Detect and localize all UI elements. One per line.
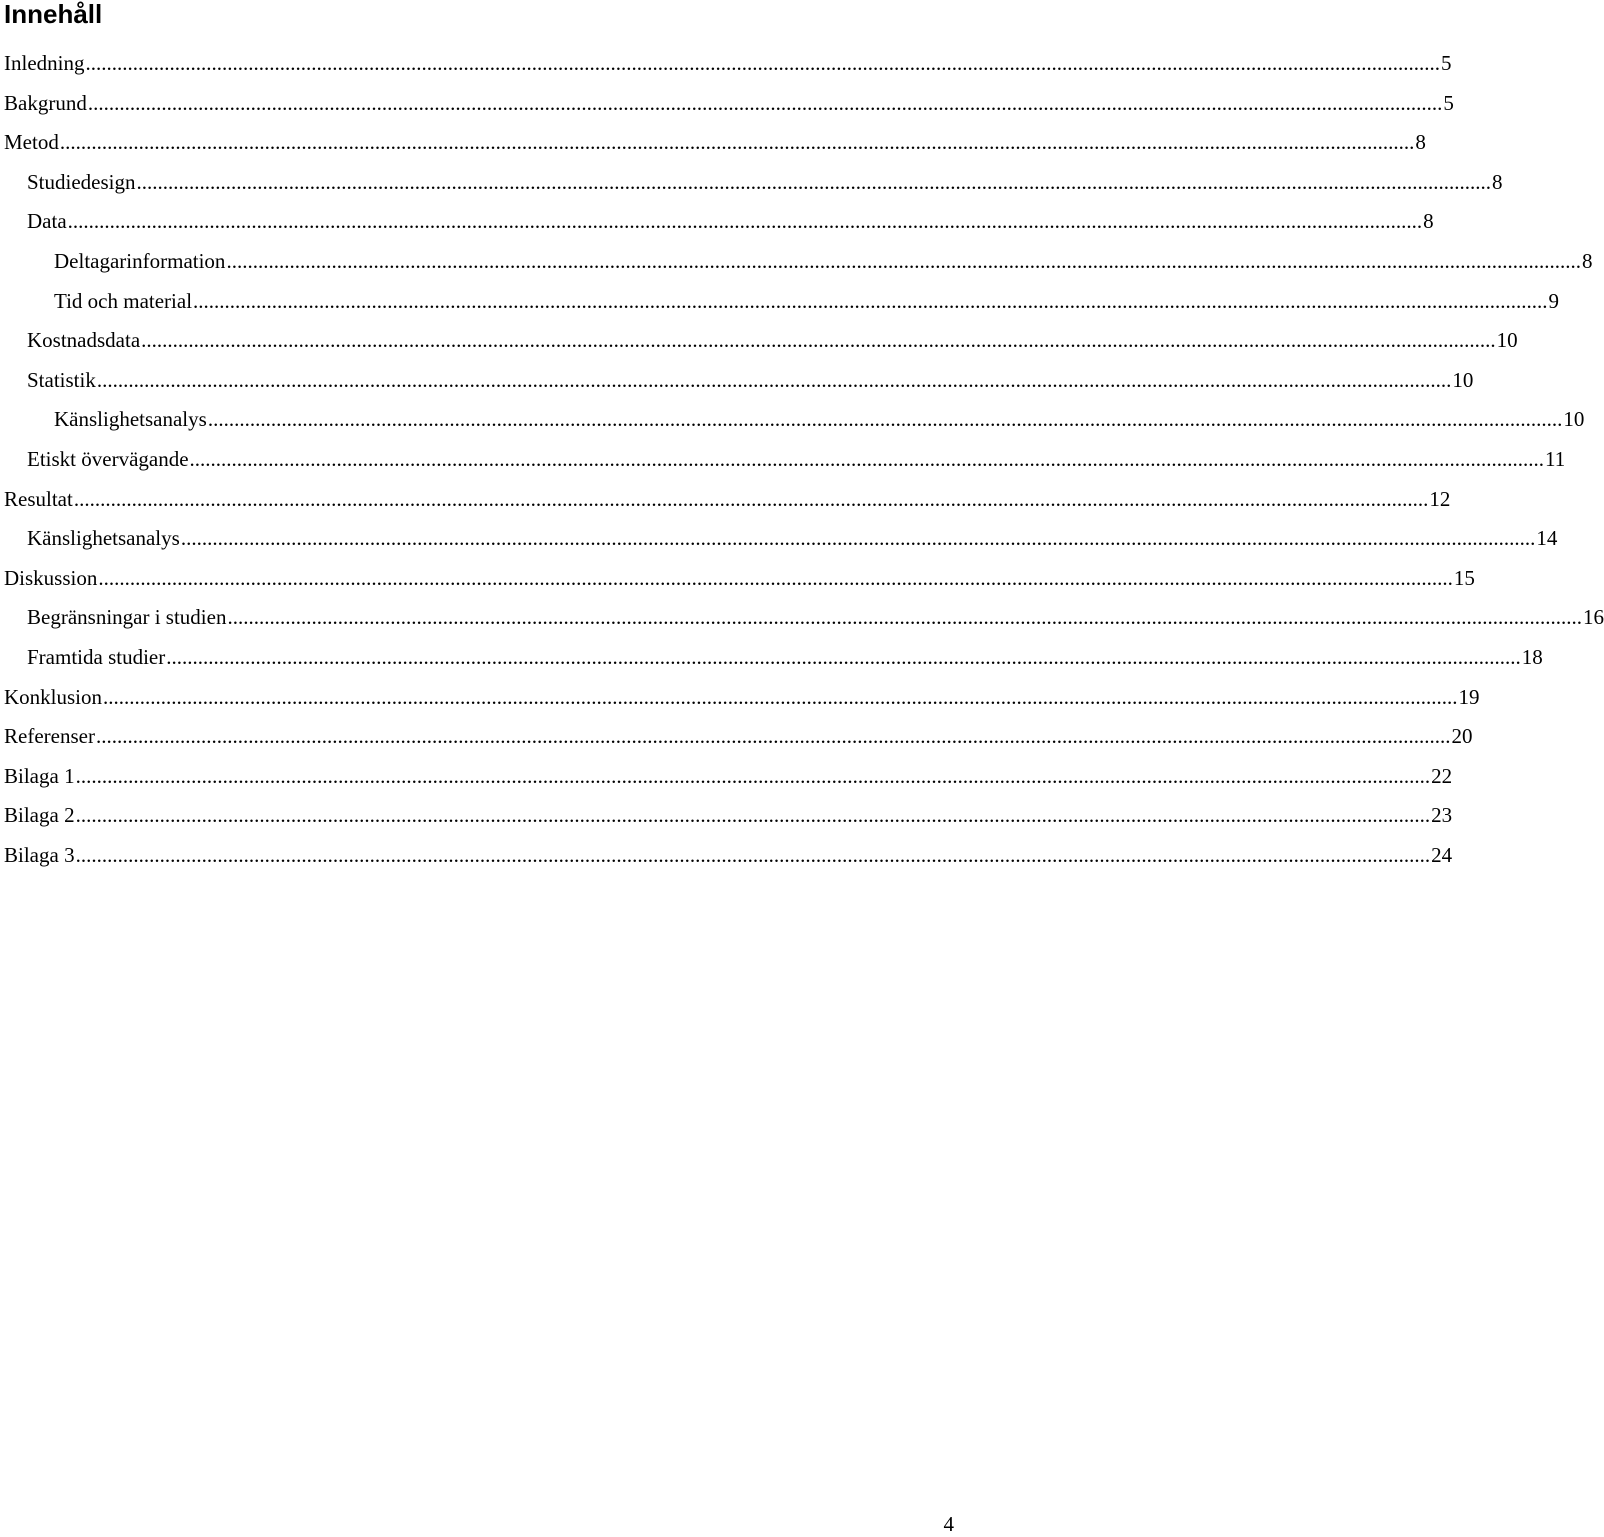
toc-entry-page: 12	[1429, 486, 1451, 511]
page-number: 4	[943, 1512, 954, 1536]
toc-entry-leader: ..................................................................................................................................................................................................................................................................	[98, 565, 1453, 590]
toc-entry[interactable]	[0, 481, 1451, 521]
toc-entry-page: 11	[1545, 446, 1566, 471]
toc-entry-page: 8	[1423, 209, 1434, 234]
toc-entry-page: 16	[1582, 605, 1604, 630]
toc-entry-leader: ..................................................................................................................................................................................................................................................................	[73, 486, 1429, 511]
toc-entry-leader: ..................................................................................................................................................................................................................................................................	[189, 446, 1545, 471]
toc-entry-leader: ..................................................................................................................................................................................................................................................................	[75, 842, 1431, 867]
toc-entry-leader: ..................................................................................................................................................................................................................................................................	[227, 605, 1582, 630]
toc-entry-label: Framtida studier	[27, 644, 166, 669]
toc-entry-page: 14	[1536, 526, 1558, 551]
toc-entry-label: Diskussion	[4, 565, 98, 590]
toc-entry-leader: ..................................................................................................................................................................................................................................................................	[226, 248, 1581, 273]
toc-entry[interactable]	[0, 45, 1452, 85]
toc-entry-label: Bilaga 2	[4, 803, 75, 828]
toc-entry-leader: ..................................................................................................................................................................................................................................................................	[166, 644, 1521, 669]
toc-entry[interactable]	[0, 560, 1475, 600]
toc-entry-label: Tid och material	[54, 288, 193, 313]
toc-entry-label: Data	[27, 209, 67, 234]
toc-entry-page: 20	[1451, 724, 1473, 749]
toc-entry-page: 10	[1496, 328, 1518, 353]
toc-entry[interactable]	[0, 441, 1566, 481]
toc-entry-label: Bakgrund	[4, 90, 87, 115]
toc-entry-label: Inledning	[4, 51, 85, 75]
toc-entry[interactable]	[0, 362, 1474, 402]
toc-entry-leader: ..................................................................................................................................................................................................................................................................	[75, 763, 1431, 788]
toc-entry-leader: ..................................................................................................................................................................................................................................................................	[96, 367, 1452, 392]
toc-entry-leader: ..................................................................................................................................................................................................................................................................	[141, 328, 1496, 353]
toc-entry-leader: ..................................................................................................................................................................................................................................................................	[180, 526, 1536, 551]
toc-entry-label: Bilaga 3	[4, 842, 75, 867]
toc-entry-label: Deltagarinformation	[54, 248, 226, 273]
toc-entry[interactable]	[0, 243, 1593, 283]
toc-entry-page: 10	[1563, 407, 1585, 432]
toc-entry[interactable]	[0, 718, 1473, 758]
toc-entry[interactable]	[0, 124, 1426, 164]
toc-entry-page: 18	[1521, 644, 1543, 669]
toc-entry-leader: ..................................................................................................................................................................................................................................................................	[75, 803, 1431, 828]
toc-entry[interactable]	[0, 283, 1560, 323]
toc-entry-label: Statistik	[27, 367, 96, 392]
toc-entry-page: 9	[1548, 288, 1560, 313]
toc-entry-label: Begränsningar i studien	[27, 605, 227, 630]
toc-entry-leader: ..................................................................................................................................................................................................................................................................	[87, 90, 1443, 115]
toc-entry-leader: ..................................................................................................................................................................................................................................................................	[103, 684, 1458, 709]
toc-entry-leader: ..................................................................................................................................................................................................................................................................	[193, 288, 1548, 313]
toc-entry[interactable]	[0, 520, 1558, 560]
toc-entry[interactable]	[0, 164, 1503, 204]
toc-entry-page: 5	[1440, 51, 1452, 75]
toc-entry-page: 22	[1431, 763, 1453, 788]
toc-entry-label: Kostnadsdata	[27, 328, 141, 353]
toc-entry-label: Känslighetsanalys	[54, 407, 207, 432]
toc-entry-label: Studiedesign	[27, 169, 136, 194]
toc-entry-page: 10	[1452, 367, 1474, 392]
toc-entry-leader: ..................................................................................................................................................................................................................................................................	[95, 724, 1451, 749]
toc-entry[interactable]	[0, 401, 1585, 441]
toc-entry-page: 8	[1415, 130, 1426, 155]
toc-entry[interactable]	[0, 322, 1518, 362]
toc-entry-leader: ..................................................................................................................................................................................................................................................................	[136, 169, 1491, 194]
toc-entry-label: Etiskt övervägande	[27, 446, 189, 471]
toc-entry[interactable]	[0, 599, 1604, 639]
toc-entry-leader: ..................................................................................................................................................................................................................................................................	[59, 130, 1415, 155]
toc-entry-page: 5	[1443, 90, 1454, 115]
toc-entry-label: Konklusion	[4, 684, 103, 709]
toc-entry-label: Bilaga 1	[4, 763, 75, 788]
toc-entry-label: Resultat	[4, 486, 73, 511]
toc-entry-page: 8	[1581, 248, 1593, 273]
toc-entry[interactable]	[0, 85, 1454, 125]
table-of-contents	[0, 45, 1604, 876]
toc-entry-label: Referenser	[4, 724, 95, 749]
toc-entry[interactable]	[0, 203, 1434, 243]
toc-entry-page: 19	[1458, 684, 1480, 709]
toc-entry-leader: ..................................................................................................................................................................................................................................................................	[67, 209, 1423, 234]
toc-entry-page: 8	[1492, 169, 1503, 194]
toc-entry-page: 24	[1431, 842, 1453, 867]
toc-entry[interactable]	[0, 679, 1480, 719]
toc-entry-page: 23	[1431, 803, 1453, 828]
toc-entry-label: Metod	[4, 130, 59, 155]
toc-entry[interactable]	[0, 639, 1543, 679]
toc-entry-leader: ..................................................................................................................................................................................................................................................................	[85, 51, 1440, 75]
toc-title: Innehåll	[4, 0, 103, 29]
toc-entry-label: Känslighetsanalys	[27, 526, 180, 551]
toc-entry[interactable]	[0, 837, 1453, 877]
toc-entry[interactable]	[0, 758, 1453, 798]
toc-entry-page: 15	[1453, 565, 1475, 590]
toc-entry[interactable]	[0, 797, 1453, 837]
toc-entry-leader: ..................................................................................................................................................................................................................................................................	[207, 407, 1563, 432]
